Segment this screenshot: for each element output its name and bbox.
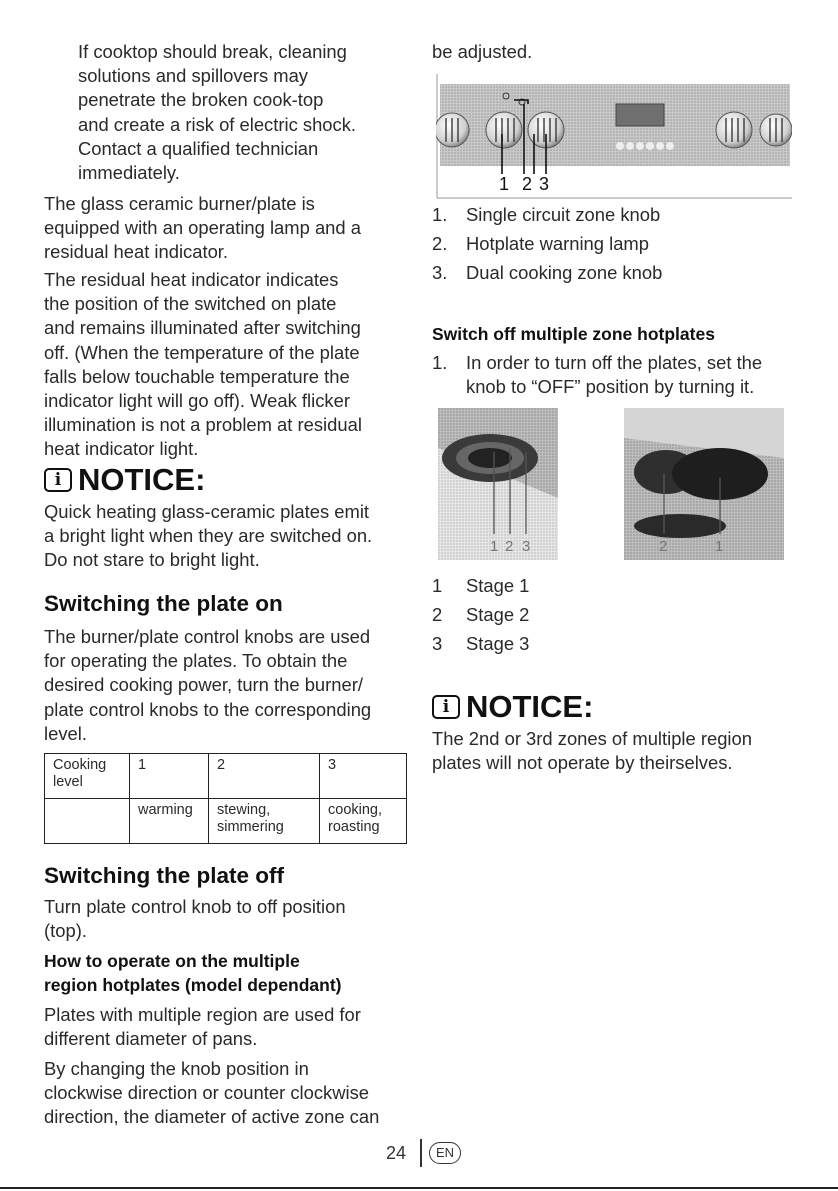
list-item: 2 Stage 2 xyxy=(432,604,530,626)
heading-switching-on: Switching the plate on xyxy=(44,591,283,616)
heading-switching-off: Switching the plate off xyxy=(44,863,284,888)
table-cell xyxy=(45,799,130,844)
figure-label: 3 xyxy=(522,538,531,555)
heading-multiple-region: How to operate on the multiple region hotplates (model dependant) xyxy=(44,951,342,995)
notice-text: Quick heating glass-ceramic plates emit a bright light when they are switched on. Do not stare to bright light. xyxy=(44,501,373,571)
paragraph-knob-direction: By changing the knob position in clockwise direction or counter clockwise direction, the diameter of active zone can xyxy=(44,1058,380,1128)
bottom-rule xyxy=(0,1187,838,1189)
list-item: 2. Hotplate warning lamp xyxy=(432,233,649,255)
list-item: 1. In order to turn off the plates, set the knob to “OFF” position by turning it. xyxy=(432,352,763,398)
notice-heading: i NOTICE: xyxy=(432,690,593,724)
table-cell: 1 xyxy=(130,754,209,799)
cooking-level-table xyxy=(44,753,407,844)
hotplate-zones-illustration xyxy=(438,408,784,560)
figure-label: 3 xyxy=(539,174,550,194)
list-item: 3. Dual cooking zone knob xyxy=(432,262,663,284)
list-item: 3 Stage 3 xyxy=(432,633,530,655)
table-cell: warming xyxy=(130,799,209,844)
figure-label: 1 xyxy=(490,538,499,555)
page-number: 24 xyxy=(386,1143,407,1163)
figure-label: 2 xyxy=(659,538,668,555)
list-item: 1 Stage 1 xyxy=(432,575,530,596)
figure-label: 1 xyxy=(715,538,724,555)
notice-text: The 2nd or 3rd zones of multiple region plates will not operate by theirselves. xyxy=(432,728,752,774)
paragraph-switching-on: The burner/plate control knobs are used for operating the plates. To obtain the desired cooking power, turn the burner/ plate control knobs to the corresponding level. xyxy=(44,626,372,744)
notice-heading: i NOTICE: xyxy=(44,463,205,497)
language-badge: EN xyxy=(429,1142,461,1164)
paragraph-switching-off: Turn plate control knob to off position (top). xyxy=(44,896,346,942)
figure-label: 2 xyxy=(522,174,533,194)
table-row xyxy=(45,754,407,799)
figure-label: 2 xyxy=(505,538,514,555)
paragraph-multiple-region: Plates with multiple region are used for different diameter of pans. xyxy=(44,1004,361,1050)
heading-switch-off-multiple: Switch off multiple zone hotplates xyxy=(432,324,715,344)
continued-text: be adjusted. xyxy=(432,41,533,62)
table-cell: Cooking level xyxy=(45,754,130,799)
hotplate-zones-figure xyxy=(438,408,784,560)
table-cell: 2 xyxy=(209,754,320,799)
paragraph-residual-heat: The residual heat indicator indicates the position of the switched on plate and remains illuminated after switching off. (When the temperature of the plate falls below touchable temperature the indicator light will go off). Weak flicker illumination is not a problem at residual heat indicator light. xyxy=(44,269,362,460)
table-cell: cooking, roasting xyxy=(320,799,407,844)
paragraph-glass-ceramic: The glass ceramic burner/plate is equipped with an operating lamp and a residual heat indicator. xyxy=(44,193,361,263)
table-row xyxy=(45,799,407,844)
warning-text: If cooktop should break, cleaning solutions and spillovers may penetrate the broken cook-top and create a risk of electric shock. Contact a qualified technician immediately. xyxy=(78,41,357,184)
footer-divider xyxy=(420,1139,422,1167)
knob-legend-list xyxy=(432,203,662,286)
info-icon: i xyxy=(432,695,460,719)
figure-label: 1 xyxy=(499,174,510,194)
table-cell: 3 xyxy=(320,754,407,799)
table-cell: stewing, simmering xyxy=(209,799,320,844)
stage-list xyxy=(432,574,529,657)
info-icon: i xyxy=(44,468,72,492)
control-panel-figure xyxy=(436,74,792,200)
control-panel-illustration xyxy=(436,74,792,200)
list-item: 1. Single circuit zone knob xyxy=(432,204,661,225)
